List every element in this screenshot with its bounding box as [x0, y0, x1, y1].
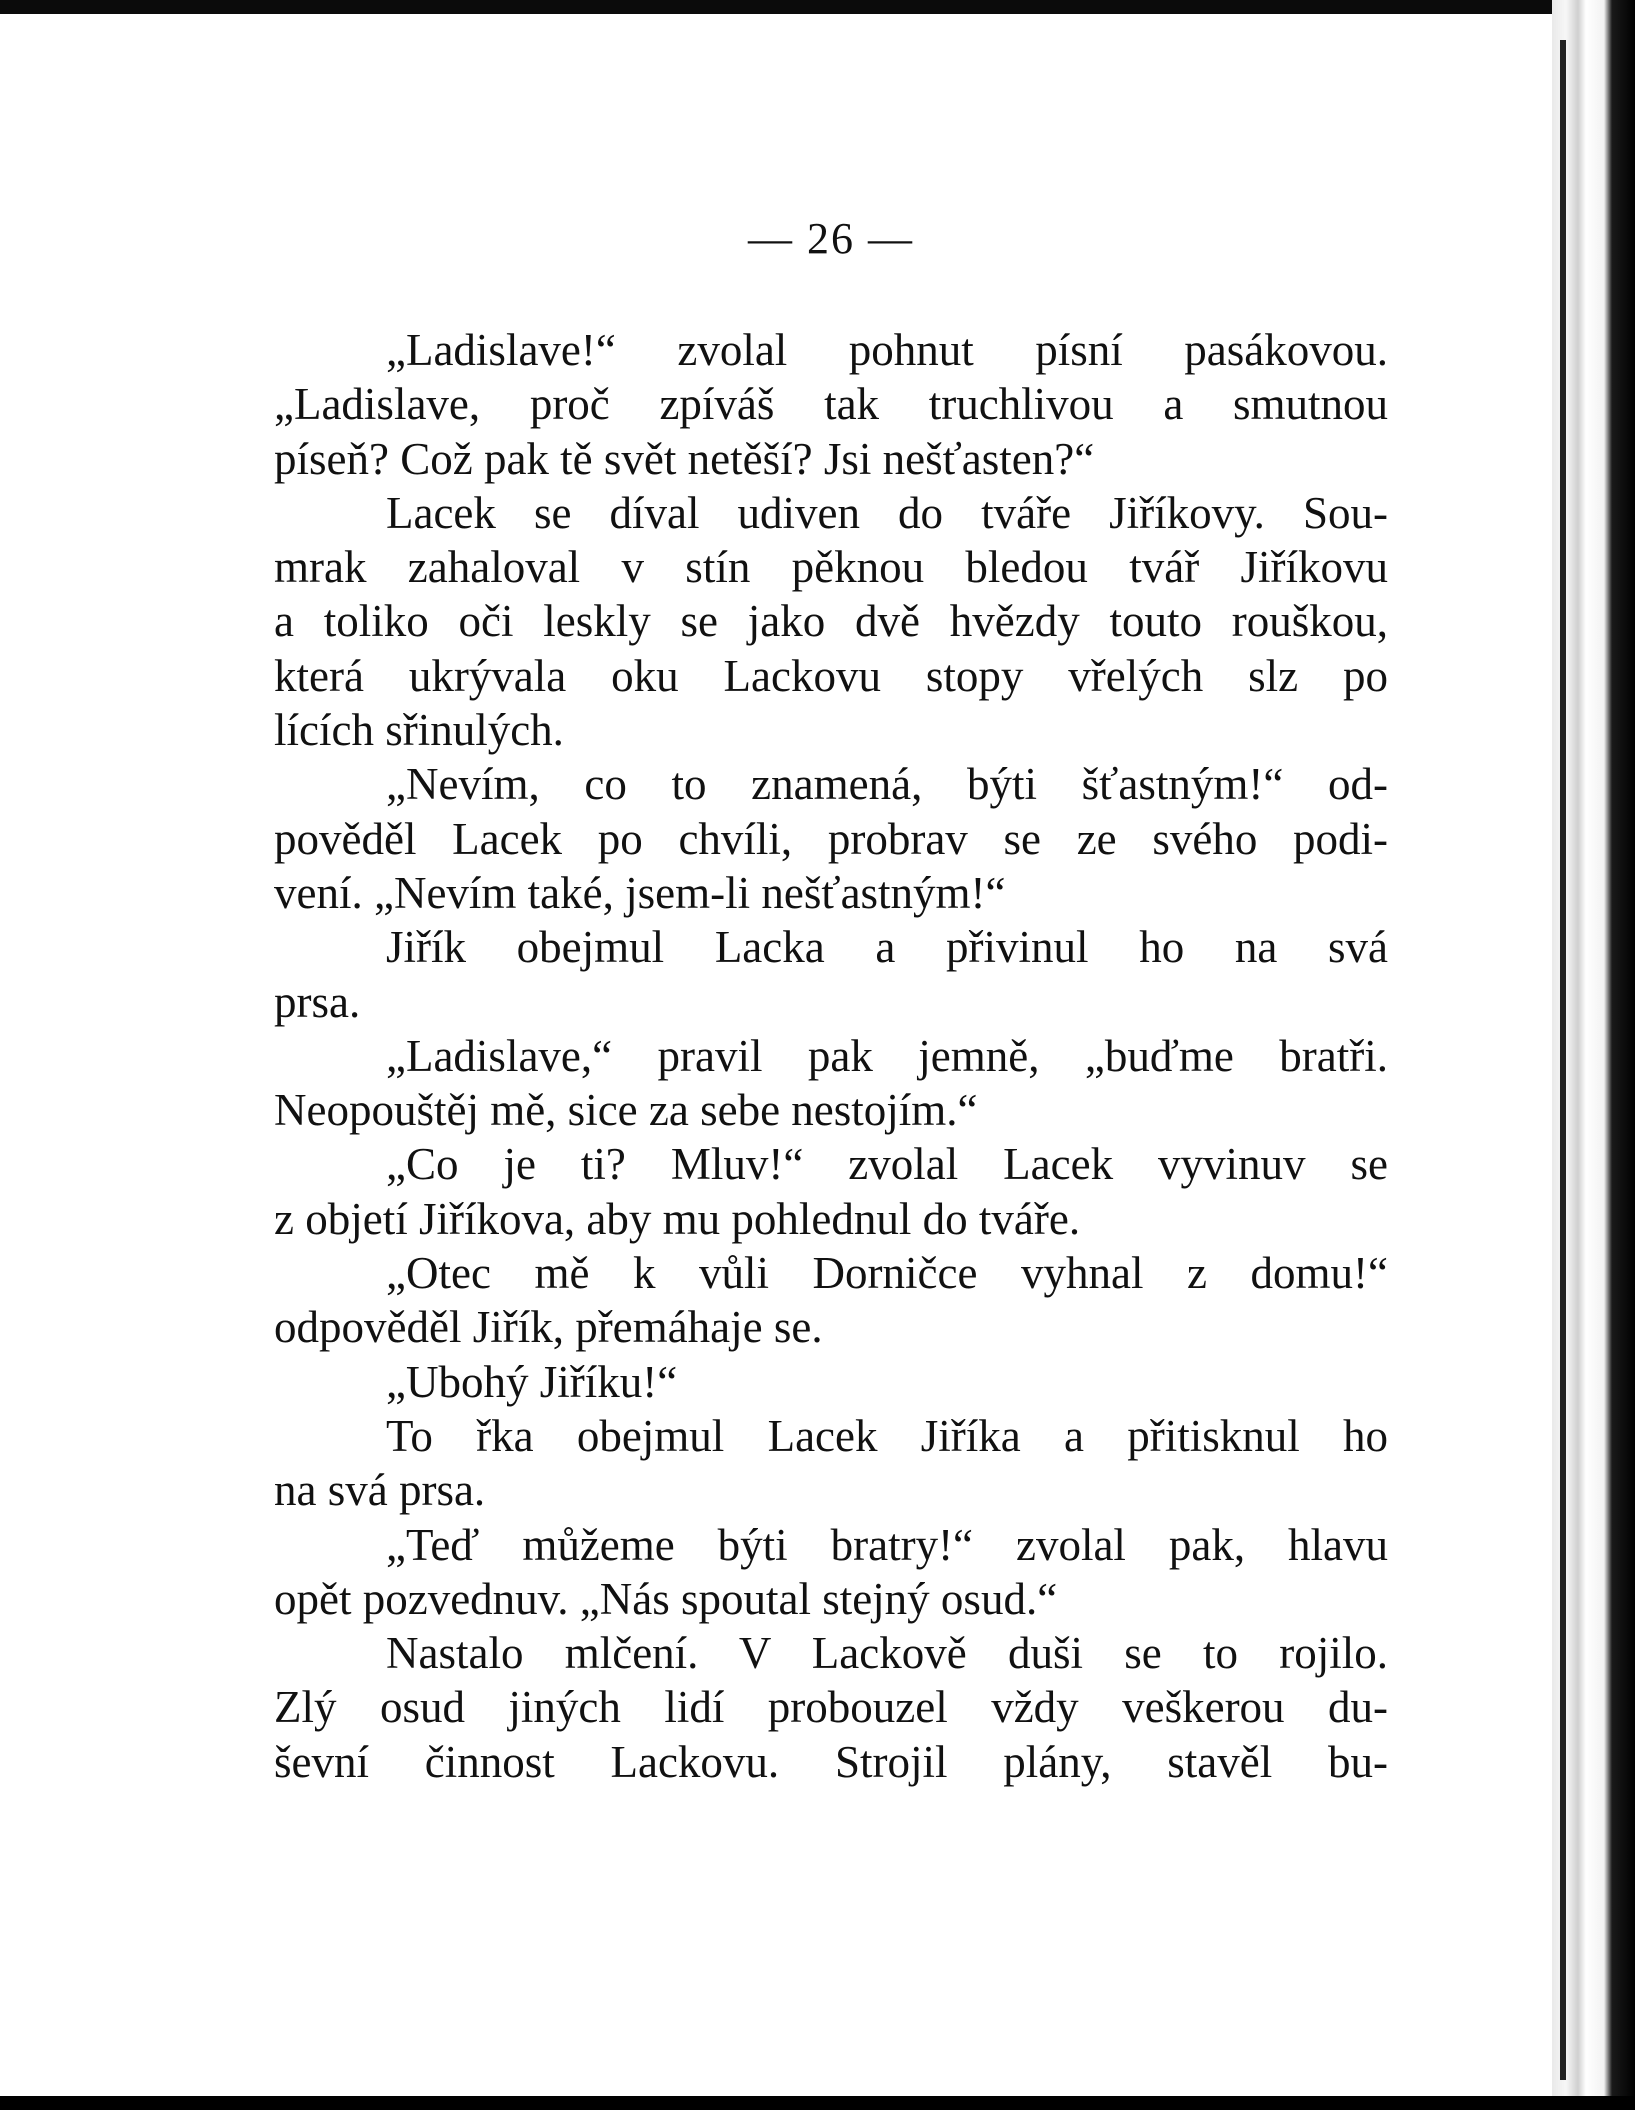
- text-line: „Nevím, co to znamená, býti šťastným!“ od-: [386, 759, 1388, 810]
- text-line: Zlý osud jiných lidí probouzel vždy veškerou du-: [274, 1682, 1388, 1733]
- scan-bottom-edge: [0, 2096, 1635, 2110]
- text-line: z objetí Jiříkova, aby mu pohlednul do tváře.: [274, 1193, 1081, 1244]
- text-line: a toliko oči leskly se jako dvě hvězdy touto rouškou,: [274, 596, 1388, 647]
- text-line: To řka obejmul Lacek Jiříka a přitisknul ho: [386, 1410, 1388, 1461]
- page-number: — 26 —: [748, 214, 914, 263]
- text-line: na svá prsa.: [274, 1465, 486, 1516]
- body-text: [274, 323, 1388, 1789]
- text-line: Jiřík obejmul Lacka a přivinul ho na svá: [386, 922, 1388, 973]
- text-line: ševní činnost Lackovu. Strojil plány, stavěl bu-: [274, 1736, 1388, 1787]
- text-line: Neopouštěj mě, sice za sebe nestojím.“: [274, 1085, 978, 1136]
- text-line: opět pozvednuv. „Nás spoutal stejný osud.“: [274, 1573, 1058, 1624]
- text-line: vení. „Nevím také, jsem-li nešťastným!“: [274, 867, 1006, 918]
- text-line: „Otec mě k vůli Dorničce vyhnal z domu!“: [386, 1248, 1388, 1299]
- text-line: pověděl Lacek po chvíli, probrav se ze svého podi-: [274, 813, 1388, 864]
- text-line: odpověděl Jiřík, přemáhaje se.: [274, 1302, 823, 1353]
- text-line: píseň? Což pak tě svět netěší? Jsi nešťasten?“: [274, 433, 1095, 484]
- text-line: „Ladislave, proč zpíváš tak truchlivou a smutnou: [274, 379, 1388, 430]
- text-line: Nastalo mlčení. V Lackově duši se to rojilo.: [386, 1628, 1388, 1679]
- gutter-shadow-line: [1560, 40, 1566, 2080]
- text-line: prsa.: [274, 976, 361, 1027]
- text-line: Lacek se díval udiven do tváře Jiříkovy. Sou-: [386, 487, 1388, 538]
- text-line: která ukrývala oku Lackovu stopy vřelých slz po: [274, 650, 1388, 701]
- text-line: „Teď můžeme býti bratry!“ zvolal pak, hlavu: [386, 1519, 1388, 1570]
- text-line: „Ubohý Jiříku!“: [386, 1356, 678, 1407]
- text-line: mrak zahaloval v stín pěknou bledou tvář Jiříkovu: [274, 542, 1388, 593]
- text-line: „Ladislave,“ pravil pak jemně, „buďme bratři.: [386, 1030, 1388, 1081]
- text-line: „Co je ti? Mluv!“ zvolal Lacek vyvinuv se: [386, 1139, 1388, 1190]
- text-line: lících sřinulých.: [274, 705, 564, 756]
- text-line: „Ladislave!“ zvolal pohnut písní pasákovou.: [386, 325, 1388, 375]
